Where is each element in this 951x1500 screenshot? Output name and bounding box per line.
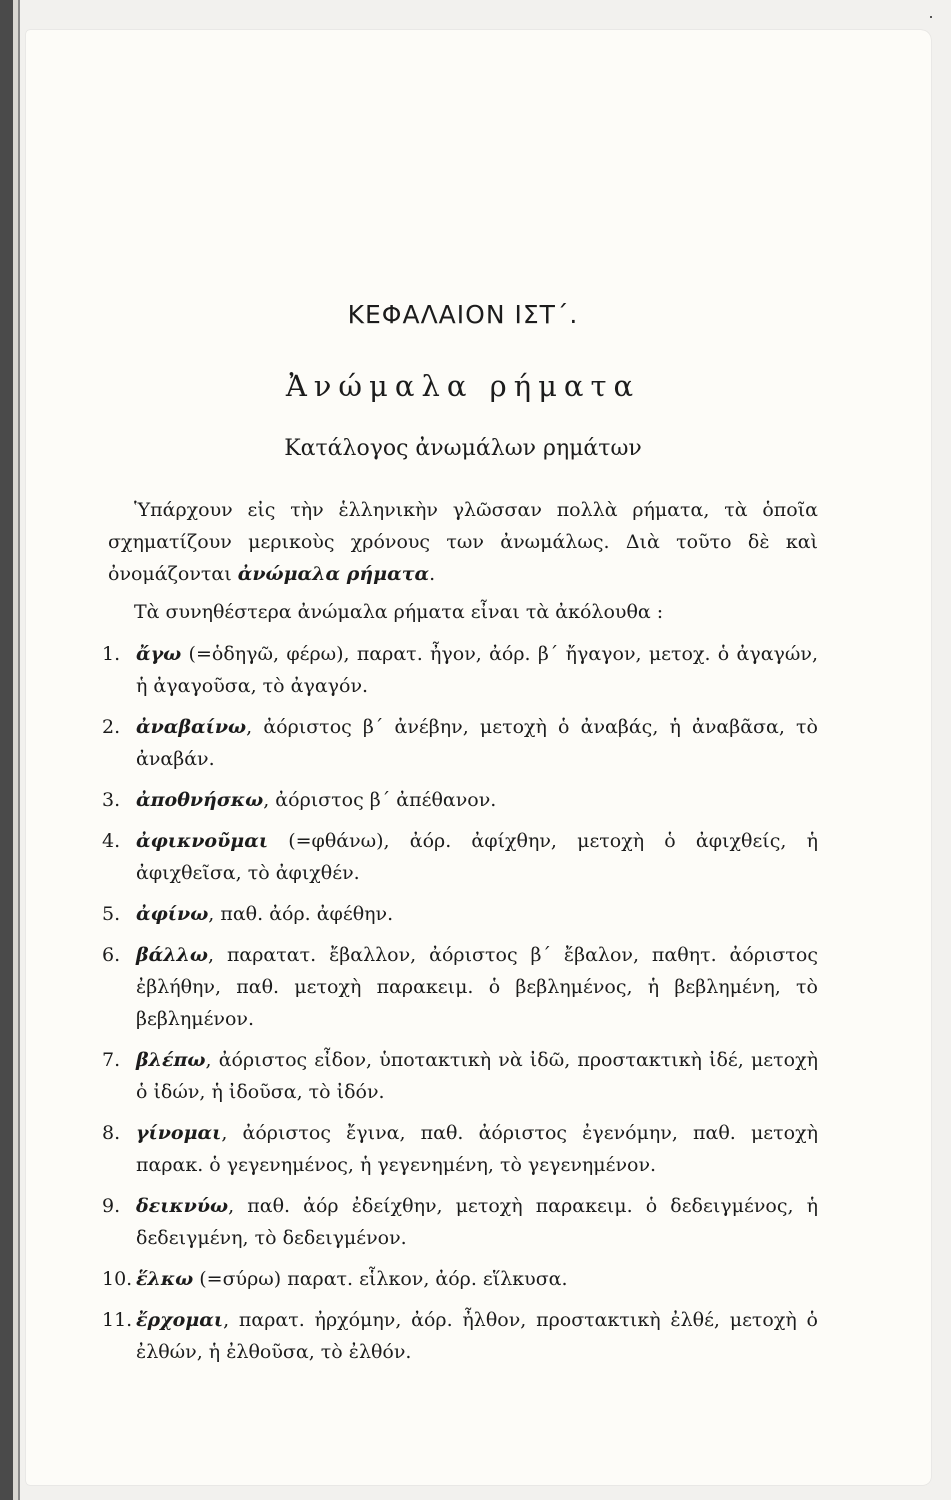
entry-number: 8. [102, 1122, 121, 1144]
verb-entry [102, 1263, 818, 1295]
entry-number: 3. [102, 789, 121, 811]
intro-emphasis: ἀνώμαλα ρήματα [237, 563, 430, 585]
verb-list [102, 638, 818, 1368]
verb-entry [102, 711, 818, 775]
verb-forms: , ἀόριστος β΄ ἀνέβην, μετοχὴ ὁ ἀναβάς, ἡ ἀναβᾶσα, τὸ ἀναβάν. [136, 716, 818, 770]
intro-text: Ὑπάρχουν εἰς τὴν ἑλληνικὴν γλῶσσαν πολλὰ ρήματα, τὰ ὁποῖα σχηματίζουν μερικοὺς χρόνους των ἀνωμάλως. Διὰ τοῦτο δὲ καὶ ὀνομάζονται [108, 499, 818, 585]
entry-number: 10. [102, 1268, 133, 1290]
entry-number: 7. [102, 1049, 121, 1071]
verb-forms: (=ὁδηγῶ, φέρω), παρατ. ἦγον, ἀόρ. β΄ ἤγαγον, μετοχ. ὁ ἀγαγών, ἡ ἀγαγοῦσα, τὸ ἀγαγόν. [136, 643, 818, 697]
entry-number: 11. [102, 1309, 133, 1331]
verb-lemma: βάλλω [136, 944, 208, 966]
verb-lemma: ἕλκω [136, 1268, 194, 1290]
verb-forms: , παθ. ἀόρ ἐδείχθην, μετοχὴ παρακειμ. ὁ δεδειγμένος, ἡ δεδειγμένη, τὸ δεδειγμένον. [136, 1195, 818, 1249]
book-spine-shadow [0, 0, 13, 1500]
verb-lemma: ἔρχομαι [136, 1309, 224, 1331]
verb-lemma: ἀφικνοῦμαι [136, 830, 269, 852]
page-content [102, 300, 818, 1377]
verb-entry [102, 784, 818, 816]
verb-lemma: ἄγω [136, 643, 182, 665]
section-title: Ἀνώμαλα ρήματα [285, 369, 641, 403]
verb-lemma: βλέπω [136, 1049, 206, 1071]
verb-entry [102, 1044, 818, 1108]
list-lead-in: Τὰ συνηθέστερα ἀνώμαλα ρήματα εἶναι τὰ ἀκόλουθα : [134, 601, 664, 623]
entry-number: 4. [102, 830, 121, 852]
ink-speck [930, 16, 932, 18]
entry-number: 1. [102, 643, 121, 665]
verb-forms: , παρατατ. ἔβαλλον, ἀόριστος β΄ ἔβαλον, παθητ. ἀόριστος ἐβλήθην, παθ. μετοχὴ παρακειμ. ὁ βεβλημένος, ἡ βεβλημένη, τὸ βεβλημένον. [136, 944, 818, 1030]
verb-entry [102, 1117, 818, 1181]
verb-entry [102, 825, 818, 889]
verb-forms: (=φθάνω), ἀόρ. ἀφίχθην, μετοχὴ ὁ ἀφιχθείς, ἡ ἀφιχθεῖσα, τὸ ἀφιχθέν. [136, 830, 818, 884]
verb-lemma: ἀναβαίνω [136, 716, 247, 738]
verb-forms: , παρατ. ἠρχόμην, ἀόρ. ἦλθον, προστακτικὴ ἐλθέ, μετοχὴ ὁ ἐλθών, ἡ ἐλθοῦσα, τὸ ἐλθόν. [136, 1309, 818, 1363]
chapter-heading: ΚΕΦΑΛΑΙΟΝ ΙΣΤ΄. [347, 300, 579, 329]
verb-lemma: ἀφίνω [136, 903, 209, 925]
book-spine-line [18, 0, 20, 1500]
section-subtitle: Κατάλογος ἀνωμάλων ρημάτων [284, 436, 642, 461]
verb-forms: , ἀόριστος ἔγινα, παθ. ἀόριστος ἐγενόμην, παθ. μετοχὴ παρακ. ὁ γεγενημένος, ἡ γεγενημένη, τὸ γεγενημένον. [136, 1122, 818, 1176]
entry-number: 5. [102, 903, 121, 925]
intro-end: . [429, 563, 436, 585]
verb-forms: , ἀόριστος εἶδον, ὑποτακτικὴ νὰ ἰδῶ, προστακτικὴ ἰδέ, μετοχὴ ὁ ἰδών, ἡ ἰδοῦσα, τὸ ἰδόν. [136, 1049, 818, 1103]
verb-lemma: γίνομαι [136, 1122, 222, 1144]
verb-forms: , ἀόριστος β΄ ἀπέθανον. [263, 789, 497, 811]
verb-forms: , παθ. ἀόρ. ἀφέθην. [208, 903, 394, 925]
verb-forms: (=σύρω) παρατ. εἷλκον, ἀόρ. εἵλκυσα. [193, 1268, 568, 1290]
verb-lemma: δεικνύω [136, 1195, 229, 1217]
intro-paragraph [108, 494, 818, 590]
verb-entry [102, 939, 818, 1035]
entry-number: 9. [102, 1195, 121, 1217]
verb-entry [102, 638, 818, 702]
verb-entry [102, 1304, 818, 1368]
verb-entry [102, 1190, 818, 1254]
entry-number: 6. [102, 944, 121, 966]
verb-lemma: ἀποθνήσκω [136, 789, 264, 811]
verb-entry [102, 898, 818, 930]
entry-number: 2. [102, 716, 121, 738]
